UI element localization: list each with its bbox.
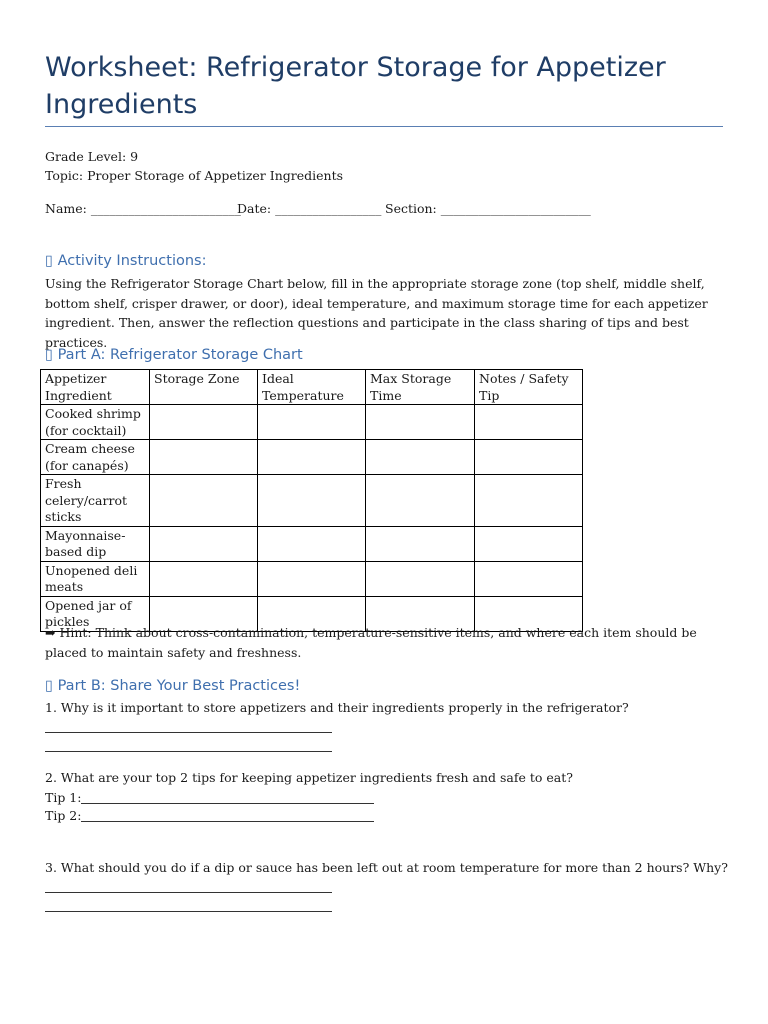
notes-cell[interactable] <box>475 440 583 475</box>
max-storage-time-cell[interactable] <box>366 475 475 527</box>
table-header-row <box>41 370 583 405</box>
ideal-temperature-cell[interactable] <box>258 526 366 561</box>
answer-line-q3-a[interactable] <box>45 892 332 893</box>
max-storage-time-cell[interactable] <box>366 440 475 475</box>
ingredient-cell: Opened jar of pickles <box>41 596 150 631</box>
activity-instructions: Using the Refrigerator Storage Chart below, fill in the appropriate storage zone (top shelf, middle shelf, bottom shelf, crisper drawer, or door), ideal temperature, and maximum storage time for each appetizer ingredient. Then, answer the reflection questions and participate in the class sharing of tips and best practices. <box>45 276 708 350</box>
storage-zone-cell[interactable] <box>150 561 258 596</box>
question-3: 3. What should you do if a dip or sauce has been left out at room temperature for more than 2 hours? Why? <box>45 860 728 875</box>
section-field[interactable]: Section: ________________________ <box>385 201 591 216</box>
notes-cell[interactable] <box>475 475 583 527</box>
tip-2-label: Tip 2: <box>45 808 82 823</box>
header-cell: Max Storage Time <box>366 370 475 405</box>
question-2: 2. What are your top 2 tips for keeping appetizer ingredients fresh and safe to eat? <box>45 770 573 785</box>
storage-zone-cell[interactable] <box>150 475 258 527</box>
part-b-heading: ▯ Part B: Share Your Best Practices! <box>45 678 301 694</box>
table-row <box>41 561 583 596</box>
storage-zone-cell[interactable] <box>150 440 258 475</box>
tip-1-answer-line[interactable] <box>81 803 374 804</box>
notes-cell[interactable] <box>475 405 583 440</box>
name-field[interactable]: Name: ________________________ <box>45 201 241 216</box>
max-storage-time-cell[interactable] <box>366 405 475 440</box>
table-row <box>41 405 583 440</box>
page-title: Worksheet: Refrigerator Storage for Appetizer Ingredients <box>45 52 666 120</box>
table-row <box>41 475 583 527</box>
hint-text: ➡ Hint: Think about cross-contamination, temperature-sensitive items, and where each item should be placed to maintain safety and freshness. <box>45 625 697 660</box>
date-field[interactable]: Date: _________________ <box>237 201 382 216</box>
table-row <box>41 526 583 561</box>
header-cell: Storage Zone <box>150 370 258 405</box>
grade-level: Grade Level: 9 <box>45 149 139 164</box>
header-cell: Appetizer Ingredient <box>41 370 150 405</box>
activity-heading: ▯ Activity Instructions: <box>45 253 207 269</box>
table-row <box>41 440 583 475</box>
answer-line-q1-b[interactable] <box>45 751 332 752</box>
tip-2-answer-line[interactable] <box>81 821 374 822</box>
ideal-temperature-cell[interactable] <box>258 561 366 596</box>
header-cell: Ideal Temperature <box>258 370 366 405</box>
ingredient-cell: Unopened deli meats <box>41 561 150 596</box>
part-a-heading: ▯ Part A: Refrigerator Storage Chart <box>45 347 303 363</box>
ingredient-cell: Mayonnaise-based dip <box>41 526 150 561</box>
ideal-temperature-cell[interactable] <box>258 405 366 440</box>
storage-zone-cell[interactable] <box>150 526 258 561</box>
ideal-temperature-cell[interactable] <box>258 475 366 527</box>
tip-1-label: Tip 1: <box>45 790 82 805</box>
ingredient-cell: Cooked shrimp (for cocktail) <box>41 405 150 440</box>
ideal-temperature-cell[interactable] <box>258 440 366 475</box>
max-storage-time-cell[interactable] <box>366 526 475 561</box>
question-1: 1. Why is it important to store appetizers and their ingredients properly in the refrigerator? <box>45 700 629 715</box>
answer-line-q3-b[interactable] <box>45 911 332 912</box>
notes-cell[interactable] <box>475 561 583 596</box>
notes-cell[interactable] <box>475 526 583 561</box>
max-storage-time-cell[interactable] <box>366 561 475 596</box>
ingredient-cell: Fresh celery/carrot sticks <box>41 475 150 527</box>
answer-line-q1-a[interactable] <box>45 732 332 733</box>
ingredient-cell: Cream cheese (for canapés) <box>41 440 150 475</box>
topic: Topic: Proper Storage of Appetizer Ingredients <box>45 168 344 183</box>
storage-chart-table <box>40 369 583 632</box>
storage-zone-cell[interactable] <box>150 405 258 440</box>
header-cell: Notes / Safety Tip <box>475 370 583 405</box>
title-divider <box>45 126 723 127</box>
